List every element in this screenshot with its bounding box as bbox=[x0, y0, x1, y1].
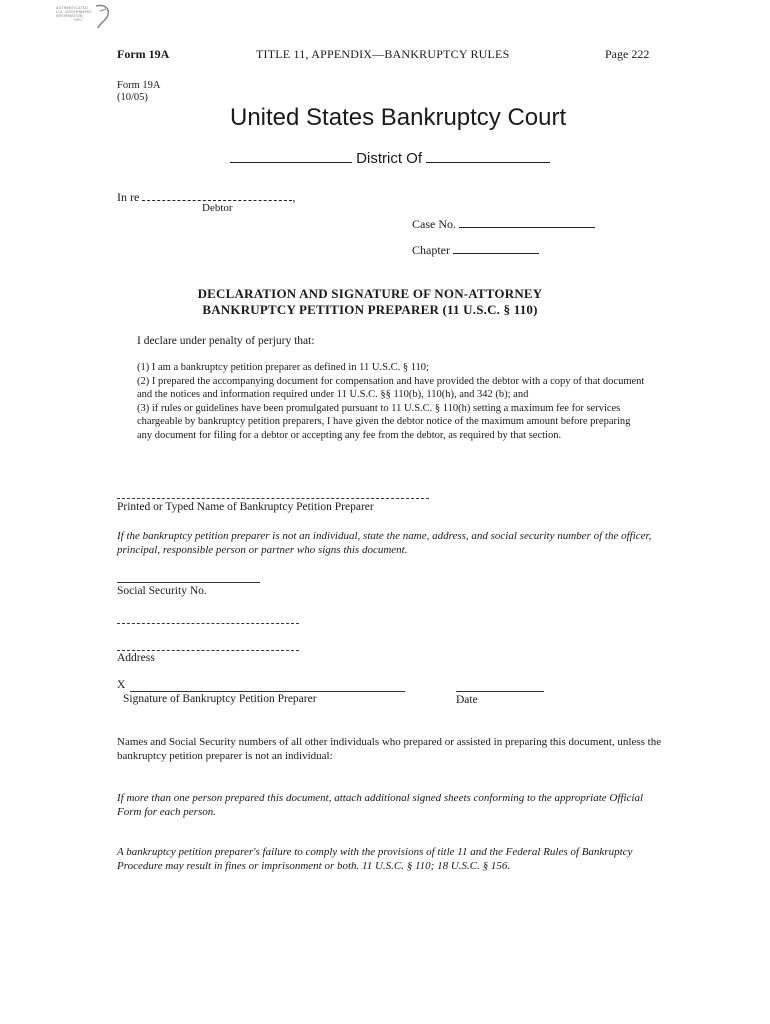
district-name-blank bbox=[426, 150, 550, 163]
seal-line: GPO bbox=[74, 18, 83, 22]
declaration-item: (2) I prepared the accompanying document for compensation and have provided the debtor with a copy of that document and the notices and information required under 11 U.S.C. §§ 110(b), 110(h), and 342 (b); and bbox=[137, 375, 645, 400]
ssn-label: Social Security No. bbox=[117, 585, 207, 597]
signature-line bbox=[130, 691, 405, 692]
date-label: Date bbox=[456, 694, 478, 706]
district-label: District Of bbox=[356, 150, 423, 167]
chapter-label: Chapter bbox=[412, 243, 450, 257]
seal-line: AUTHENTICATED bbox=[56, 6, 88, 10]
address-line-2 bbox=[117, 650, 299, 651]
signature-label: Signature of Bankruptcy Petition Preparer bbox=[123, 693, 317, 705]
printed-name-label: Printed or Typed Name of Bankruptcy Petition Preparer bbox=[117, 501, 374, 513]
not-individual-instructions: If the bankruptcy petition preparer is not an individual, state the name, address, and social security number of the officer, principal, responsible person or partner who signs this document. bbox=[117, 530, 652, 556]
case-number-line bbox=[412, 215, 595, 232]
form-number-name: Form 19A bbox=[117, 80, 161, 91]
declaration-item: (1) I am a bankruptcy petition preparer as defined in 11 U.S.C. § 110; bbox=[137, 362, 429, 373]
signature-x-mark: X bbox=[117, 679, 126, 691]
district-blank bbox=[230, 150, 352, 163]
printed-name-line bbox=[117, 498, 429, 499]
declaration-item: (3) if rules or guidelines have been promulgated pursuant to 11 U.S.C. § 110(h) setting a maximum fee for services chargeable by bankruptcy petition preparers, I have given the debtor notice of the maximum amount before preparing any document for filing for a debtor or accepting any fee from the debtor, as required by that section. bbox=[137, 402, 631, 441]
case-number-blank bbox=[459, 215, 595, 228]
other-preparers-note: Names and Social Security numbers of all other individuals who prepared or assisted in preparing this document, unless the bankruptcy petition preparer is not an individual: bbox=[117, 736, 662, 762]
penalty-statement: I declare under penalty of perjury that: bbox=[137, 335, 315, 347]
address-line-1 bbox=[117, 623, 299, 624]
declaration-title bbox=[160, 286, 580, 318]
district-line bbox=[230, 150, 550, 167]
declaration-title-line: BANKRUPTCY PETITION PREPARER (11 U.S.C. § 110) bbox=[202, 302, 538, 317]
form-number bbox=[117, 80, 160, 104]
header-title: TITLE 11, APPENDIX—BANKRUPTCY RULES bbox=[256, 47, 510, 61]
additional-sheets-note: If more than one person prepared this document, attach additional signed sheets conforming to the appropriate Official Form for each person. bbox=[117, 792, 644, 818]
seal-line: U.S. GOVERNMENT bbox=[56, 10, 93, 14]
ssn-line bbox=[117, 582, 260, 583]
form-number-date: (10/05) bbox=[117, 92, 148, 103]
in-re-label: In re bbox=[117, 190, 140, 204]
gpo-authentication-seal bbox=[52, 2, 114, 32]
declaration-title-line: DECLARATION AND SIGNATURE OF NON-ATTORNEY bbox=[197, 286, 543, 301]
in-re-line: In re , bbox=[117, 190, 296, 204]
debtor-label: Debtor bbox=[202, 202, 233, 214]
penalty-notice: A bankruptcy petition preparer's failure to comply with the provisions of title 11 and the Federal Rules of Bankruptcy Procedure may result in fines or imprisonment or both. 11 U.S.C. § 110; 18 U.S.C. § 156. bbox=[117, 846, 633, 872]
court-title: United States Bankruptcy Court bbox=[230, 104, 567, 131]
seal-line: INFORMATION bbox=[56, 14, 83, 18]
case-number-label: Case No. bbox=[412, 217, 456, 231]
declaration-items bbox=[137, 361, 647, 442]
address-label: Address bbox=[117, 652, 155, 664]
debtor-name-blank bbox=[142, 188, 292, 201]
header-form-label: Form 19A bbox=[117, 47, 170, 61]
header-page-number: Page 222 bbox=[605, 47, 650, 61]
chapter-line bbox=[412, 241, 539, 258]
date-line bbox=[456, 691, 544, 692]
chapter-blank bbox=[453, 241, 539, 254]
